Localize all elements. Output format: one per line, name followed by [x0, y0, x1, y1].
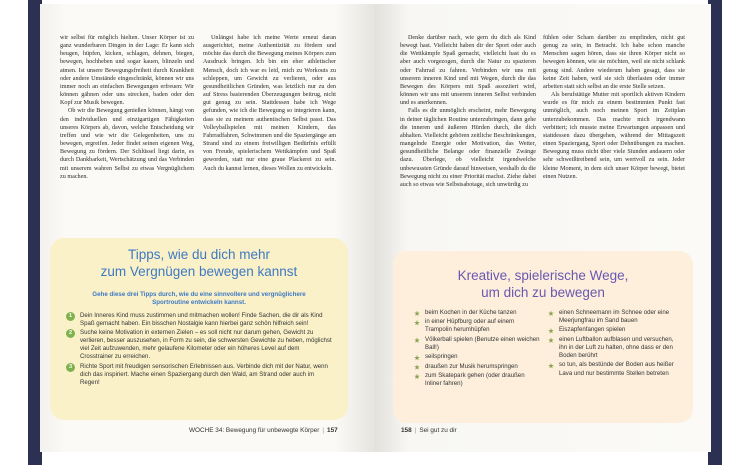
star-bullet-icon	[414, 364, 420, 370]
tip-number-badge: 1	[66, 312, 75, 321]
tips-list	[66, 312, 334, 388]
tip-text: Richte Sport mit freudigen sensorischen Erlebnissen aus. Verbinde dich mit der Natur, wenn dich das inspiriert. Mache einen Spaziergang durch den Wald, am Strand oder auch im Regen!	[80, 362, 328, 386]
paragraph: fühlen oder Scham darüber zu empfinden, nicht gut genug zu sein, in Betracht. Ich habe schon manche Menschen sagen hören, dass sie ihren Körper nicht so bewegen können, wie sie möchten, weil sie nicht schlank genug sind. Andere wiederum haben gesagt, dass sie keine Zeit haben, weil sie sich überlasten oder immer arbeiten statt sich selbst an die erste Stelle setzen.	[543, 35, 685, 90]
list-item-text: so tun, als bestünde der Boden aus heißer Lava und nur bestimmte Stellen betreten	[559, 361, 674, 377]
star-bullet-icon	[414, 355, 420, 361]
list-item-text: seilspringen	[425, 353, 458, 361]
tips-box-title-line-1: Tipps, wie du dich mehr	[127, 247, 271, 262]
list-item	[547, 361, 681, 377]
right-page-column-2	[543, 34, 685, 181]
star-bullet-icon	[414, 311, 420, 317]
right-page-footer	[401, 427, 457, 434]
list-item-text: Völkerball spielen (Benutze einen weichen Ball!)	[425, 335, 540, 351]
ideas-list-left	[413, 309, 541, 390]
list-item	[413, 353, 541, 361]
list-item	[413, 309, 541, 317]
list-item-text: Eiszapfenfangen spielen	[559, 326, 626, 334]
left-page-footer	[189, 427, 338, 434]
tip-text: Dein Inneres Kind muss zustimmen und mitmachen wollen! Finde Sachen, die dir als Kind Spaß gemacht haben. Ein bisschen Nostalgie kann hierbei ganz schön hilfreich sein!	[80, 312, 323, 328]
ideas-box	[393, 251, 693, 423]
list-item-text: einen Luftballon aufblasen und versuchen, ihn in der Luft zu halten, ohne dass er den Boden berührt	[559, 335, 674, 360]
tips-box-intro: Gehe diese drei Tipps durch, wie du eine sinnvollere und vergnüglichere Sportroutine entwickeln kannst.	[92, 291, 306, 306]
paragraph: Unlängst habe ich meine Werte erneut daran ausgerichtet, meine Authentizität zu fördern und möchte das durch die Bewegung meines Körpers zum Ausdruck bringen. Ich bin ein eher athletischer Mensch, doch ich war es leid, mich zu Workouts zu schleppen, um Gewicht zu verlieren, oder aus gesundheitlichen Gründen, was letztlich nur zu den auf Stress basierenden Überzeugungen beitrug, nicht gut genug zu sein. Stattdessen habe ich Wege gefunden, wie ich die Bewegung so integrieren kann, dass sie zu meinem authentischen Selbst passt. Das Volleyballspielen mit meinen Kindern, das Fahrradfahren, Schwimmen und die Spaziergänge am Strand sind zu einem freiwilligen Bedürfnis erfüllt von Freude, spielerischem Wettkämpfen und Spaß geworden, statt nur eine graue Plackerei zu sein. Auch du kannst lernen, dieses Wollen zu entwickeln.	[203, 35, 336, 172]
list-item-text: in einer Hüpfburg oder auf einem Trampolin herumhüpfen	[425, 318, 515, 334]
tips-box	[50, 238, 348, 420]
left-page-column-1	[60, 34, 194, 181]
tip-item	[66, 312, 334, 328]
star-bullet-icon	[414, 337, 420, 343]
tips-box-title-line-2: zum Vergnügen bewegen kannst	[100, 264, 298, 279]
tip-item	[66, 363, 334, 387]
paragraph: Falls es dir unmöglich erscheint, mehr Bewegung in deiner täglichen Routine unterzubringen, dann gehe die inneren und äußeren Hürden durch, die dich abhalten. Vielleicht gehören zeitliche Beschränkungen, mangelnde Energie oder Motivation, das Wetter, gesundheitliche Belange oder finanzielle Zwänge dazu. Überlege, ob vielleicht irgendwelche unbewussten Gründe darauf hinweisen, weshalb du die Bewegung nicht zu einer Priorität machst. Ziehe dabei auch so etwas wie Selbstsabotage, sich unwürdig zu	[400, 108, 536, 188]
footer-separator: |	[322, 427, 325, 434]
list-item	[547, 336, 681, 360]
list-item	[413, 336, 541, 352]
ideas-list-right	[547, 309, 681, 379]
tip-item	[66, 329, 334, 361]
page-number: 158	[401, 427, 412, 434]
footer-separator: |	[414, 427, 417, 434]
star-bullet-icon	[548, 337, 554, 343]
paragraph: wir selbst für möglich hielten. Unser Körper ist zu ganz wunderbaren Dingen in der Lage: Er kann sich beugen, hüpfen, kicken, schlagen, dehnen, biegen, bewegen, hochheben und sogar kauen, blinzeln und atmen. Ist unsere Bewegungsfreiheit durch Krankheit oder andere Umstände eingeschränkt, können wir uns immer noch an einfachen Bewegungen erfreuen: Wir können gähnen oder uns strecken, baden oder den Kopf zur Musik bewegen.	[60, 35, 194, 107]
paragraph: Als berufstätige Mutter mit sportlich aktiven Kindern wurde es für mich zu einem bestimmten Punkt fast unmöglich, auch noch meinen Sport im Zeitplan unterzubekommen. Das machte mich irgendwann verbittert; ich musste meine Erwartungen anpassen und stattdessen dazu übergehen, während der Mittagszeit einen Spaziergang, Sport oder Dehnübungen zu machen. Bewegung muss nicht über viele Stunden andauern oder sehr schweißtreibend sein, um wertvoll zu sein. Jeder kleine Moment, in dem sich unser Körper bewegt, bietet einen Nutzen.	[543, 92, 685, 180]
list-item-text: einen Schneemann im Schnee oder eine Meerjungfrau im Sand bauen	[559, 309, 670, 325]
star-bullet-icon	[548, 311, 554, 317]
list-item-text: draußen zur Musik herumspringen	[425, 362, 518, 370]
list-item	[547, 326, 681, 334]
tip-text: Suche keine Motivation in externen Zielen – es soll nicht nur darum gehen, Gewicht zu verlieren, besser auszusehen, in Form zu sein, die schwersten Gewichte zu heben, möglichst viel Zeit aufzuwenden, mehr gelaufene Kilometer oder ein höheres Level auf dem Crosstrainer zu erreichen.	[80, 329, 332, 361]
star-bullet-icon	[548, 363, 554, 369]
running-head-title: Sei gut zu dir	[419, 427, 457, 434]
list-item-text: beim Kochen in der Küche tanzen	[425, 309, 517, 316]
tip-number-badge: 2	[66, 329, 75, 338]
tip-number-badge: 3	[66, 363, 75, 372]
star-bullet-icon	[414, 374, 420, 380]
paragraph: Ob wir die Bewegung genießen können, hängt von den individuellen und einzigartigen Fähigkeiten unseres Körpers ab, davon, welche Entscheidung wir treffen und wie wir die Gelegenheiten, uns zu bewegen, ergreifen. Jeder findet seinen eigenen Weg, Bewegung zu fördern. Der Schlüssel liegt darin, es durch Dankbarkeit, Wertschätzung und das Verbinden mit unserem wahren Selbst zu etwas Vergnüglichem zu machen.	[60, 108, 194, 180]
star-bullet-icon	[548, 328, 554, 334]
list-item	[413, 363, 541, 371]
list-item	[413, 318, 541, 334]
list-item	[413, 372, 541, 388]
left-page-column-2	[203, 34, 336, 173]
page-number: 157	[327, 427, 338, 434]
list-item-text: zum Skatepark gehen (oder draußen Inliner fahren)	[425, 372, 525, 388]
running-head-chapter: WOCHE 34: Bewegung für unbewegte Körper	[189, 427, 320, 434]
ideas-box-title-line-2: um dich zu bewegen	[481, 285, 605, 300]
ideas-box-title-line-1: Kreative, spielerische Wege,	[457, 268, 629, 283]
paragraph: Denke darüber nach, wie gern du dich als Kind bewegt hast. Vielleicht haben dir der Sport oder auch die Wettkämpfe Spaß gemacht, vielleicht hast du es aber auch vorgezogen, durch die Natur zu spazieren oder Fahrrad zu fahren. Verbinden wir uns mit unserem inneren Kind und mit Wegen, durch die das Bewegen des Körpers mit Spaß assoziiert wird, können wir uns mit unserem inneren Selbst verbinden und es anerkennen.	[400, 35, 536, 107]
star-bullet-icon	[414, 320, 420, 326]
right-page-column-1	[400, 34, 536, 189]
list-item	[547, 309, 681, 325]
